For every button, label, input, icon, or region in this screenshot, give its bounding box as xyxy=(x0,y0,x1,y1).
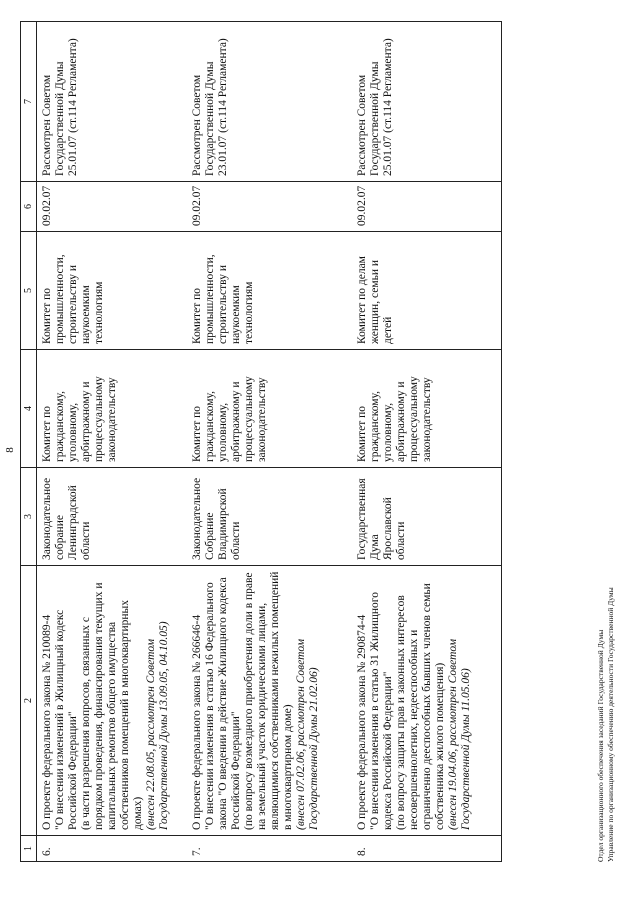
draft-laws-table xyxy=(20,21,502,862)
responsible-committee: Комитет по гражданскому, уголовному, арбитражному и процессуальному законодательству xyxy=(37,350,187,468)
footer-directorate: Управление по организационному обеспечению деятельности Государственной Думы xyxy=(606,587,615,862)
table-row xyxy=(37,22,187,862)
footer xyxy=(596,587,616,862)
status: Рассмотрен Советом Государственной Думы 25.01.07 (ст.114 Регламента) xyxy=(37,22,187,182)
footer-department: Отдел организационного обеспечения заседаний Государственной Думы xyxy=(596,629,605,862)
bill-note: (внесен 19.04.06, рассмотрен Советом Государственной Думы 11.05.06) xyxy=(446,638,472,830)
status: Рассмотрен Советом Государственной Думы 25.01.07 (ст.114 Регламента) xyxy=(352,22,502,182)
date: 09.02.07 xyxy=(187,182,352,232)
initiator: Государственная Дума Ярославской области xyxy=(352,468,502,566)
col-header-6: 6 xyxy=(21,182,37,232)
date: 09.02.07 xyxy=(37,182,187,232)
bill-note: (внесен 22.08.05, рассмотрен Советом Государственной Думы 13.09.05, 04.10.05) xyxy=(145,621,170,830)
bill-title: О проекте федерального закона № 290874-4 xyxy=(355,614,368,830)
responsible-committee: Комитет по гражданскому, уголовному, арбитражному и процессуальному законодательству xyxy=(352,350,502,468)
responsible-committee: Комитет по гражданскому, уголовному, арбитражному и процессуальному законодательству xyxy=(187,350,352,468)
co-committee: Комитет по промышленности, строительству и наукоемким технологиям xyxy=(37,232,187,350)
bill-name: "О внесении изменений в Жилищный кодекс Российской Федерации" xyxy=(54,609,79,830)
row-number: 7. xyxy=(187,836,352,862)
bill-description xyxy=(37,566,187,836)
table-header-row xyxy=(21,22,37,862)
bill-title: О проекте федерального закона № 266646-4 xyxy=(190,614,203,830)
col-header-5: 5 xyxy=(21,232,37,350)
row-number: 8. xyxy=(352,836,502,862)
initiator: Законодательное Собрание Владимирской области xyxy=(187,468,352,566)
bill-description xyxy=(187,566,352,836)
date: 09.02.07 xyxy=(352,182,502,232)
table-row xyxy=(187,22,352,862)
col-header-3: 3 xyxy=(21,468,37,566)
col-header-1: 1 xyxy=(21,836,37,862)
col-header-4: 4 xyxy=(21,350,37,468)
bill-description xyxy=(352,566,502,836)
row-number: 6. xyxy=(37,836,187,862)
page-number: 8 xyxy=(4,447,16,453)
bill-title: О проекте федерального закона № 210089-4 xyxy=(41,614,53,830)
bill-detail: (по вопросу защиты прав и законных интересов несовершеннолетних, недееспособных и ограниченно дееспособных бывших членов семьи собственника жилого помещения) xyxy=(394,583,446,830)
table-row xyxy=(352,22,502,862)
co-committee: Комитет по делам женщин, семьи и детей xyxy=(352,232,502,350)
bill-note: (внесен 07.02.06, рассмотрен Советом Государственной Думы 21.02.06) xyxy=(294,638,320,830)
initiator: Законодательное собрание Ленинградской области xyxy=(37,468,187,566)
bill-detail: (в части разрешения вопросов, связанных с порядком проведения, финансирования текущих и капитальных ремонтов общего имущества собственников помещений в многоквартирных домах) xyxy=(80,582,144,830)
co-committee: Комитет по промышленности, строительству и наукоемким технологиям xyxy=(187,232,352,350)
bill-detail: (по вопросу возмездного приобретения доли в праве на земельный участок юридическими лицами, являющимися собственниками нежилых помещений в многоквартирном доме) xyxy=(242,571,294,830)
bill-name: "О внесении изменения в статью 16 Федерального закона "О введении в действие Жилищного кодекса Российской Федерации" xyxy=(203,577,242,830)
bill-name: "О внесении изменения в статью 31 Жилищного кодекса Российской Федерации" xyxy=(368,592,394,830)
col-header-7: 7 xyxy=(21,22,37,182)
col-header-2: 2 xyxy=(21,566,37,836)
status: Рассмотрен Советом Государственной Думы 23.01.07 (ст.114 Регламента) xyxy=(187,22,352,182)
